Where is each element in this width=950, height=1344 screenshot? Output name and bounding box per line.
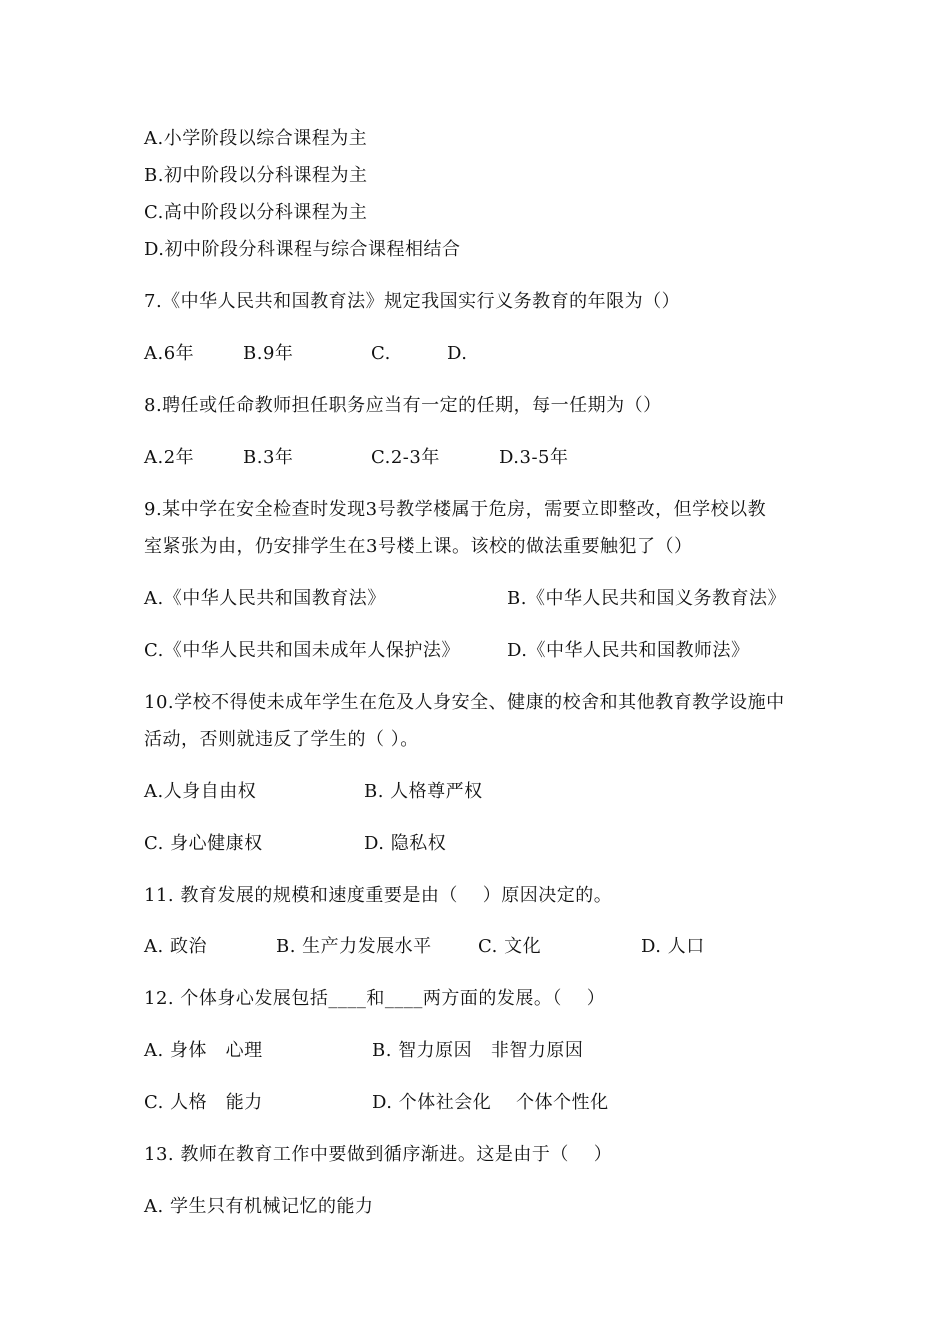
q9-option-b: B.《中华人民共和国义务教育法》 [507, 588, 786, 609]
q13-stem: 13. 教师在教育工作中要做到循序渐进。这是由于（ ） [144, 1144, 613, 1165]
q9-stem-line2: 室紧张为由，仍安排学生在3号楼上课。该校的做法重要触犯了（） [144, 536, 693, 557]
q12-option-c: C. 人格 能力 [144, 1092, 263, 1113]
q6-option-b: B.初中阶段以分科课程为主 [144, 165, 368, 186]
q8-option-c: C.2-3年 [371, 447, 440, 468]
q9-option-d: D.《中华人民共和国教师法》 [507, 640, 750, 661]
q10-option-a: A.人身自由权 [144, 781, 257, 802]
q10-stem-line2: 活动，否则就违反了学生的（ ）。 [144, 729, 419, 750]
q7-option-a: A.6年 [144, 343, 195, 364]
q11-stem: 11. 教育发展的规模和速度重要是由（ ）原因决定的。 [144, 885, 613, 906]
q11-option-b: B. 生产力发展水平 [276, 936, 432, 957]
q6-option-a: A.小学阶段以综合课程为主 [144, 128, 368, 149]
q7-stem: 7.《中华人民共和国教育法》规定我国实行义务教育的年限为（） [144, 291, 681, 312]
q10-stem-line1: 10.学校不得使未成年学生在危及人身安全、健康的校舍和其他教育教学设施中 [144, 692, 785, 713]
q8-option-b: B.3年 [243, 447, 294, 468]
q9-stem-line1: 9.某中学在安全检查时发现3号教学楼属于危房，需要立即整改，但学校以教 [144, 499, 767, 520]
q7-option-c: C. [371, 343, 391, 364]
q12-option-d: D. 个体社会化 个体个性化 [372, 1092, 609, 1113]
q11-option-a: A. 政治 [144, 936, 207, 957]
q13-option-a: A. 学生只有机械记忆的能力 [144, 1196, 374, 1217]
q12-option-b: B. 智力原因 非智力原因 [372, 1040, 584, 1061]
q8-option-d: D.3-5年 [499, 447, 569, 468]
q10-option-c: C. 身心健康权 [144, 833, 263, 854]
q9-option-a: A.《中华人民共和国教育法》 [144, 588, 386, 609]
q6-option-d: D.初中阶段分科课程与综合课程相结合 [144, 239, 461, 260]
q12-stem: 12. 个体身心发展包括____和____两方面的发展。（ ） [144, 988, 606, 1009]
q11-option-c: C. 文化 [478, 936, 542, 957]
q10-option-b: B. 人格尊严权 [364, 781, 483, 802]
q11-option-d: D. 人口 [641, 936, 705, 957]
q12-option-a: A. 身体 心理 [144, 1040, 263, 1061]
q6-option-c: C.高中阶段以分科课程为主 [144, 202, 368, 223]
q8-stem: 8.聘任或任命教师担任职务应当有一定的任期，每一任期为（） [144, 395, 662, 416]
q9-option-c: C.《中华人民共和国未成年人保护法》 [144, 640, 460, 661]
q10-option-d: D. 隐私权 [364, 833, 447, 854]
q8-option-a: A.2年 [144, 447, 195, 468]
q7-option-b: B.9年 [243, 343, 294, 364]
q7-option-d: D. [447, 343, 468, 364]
